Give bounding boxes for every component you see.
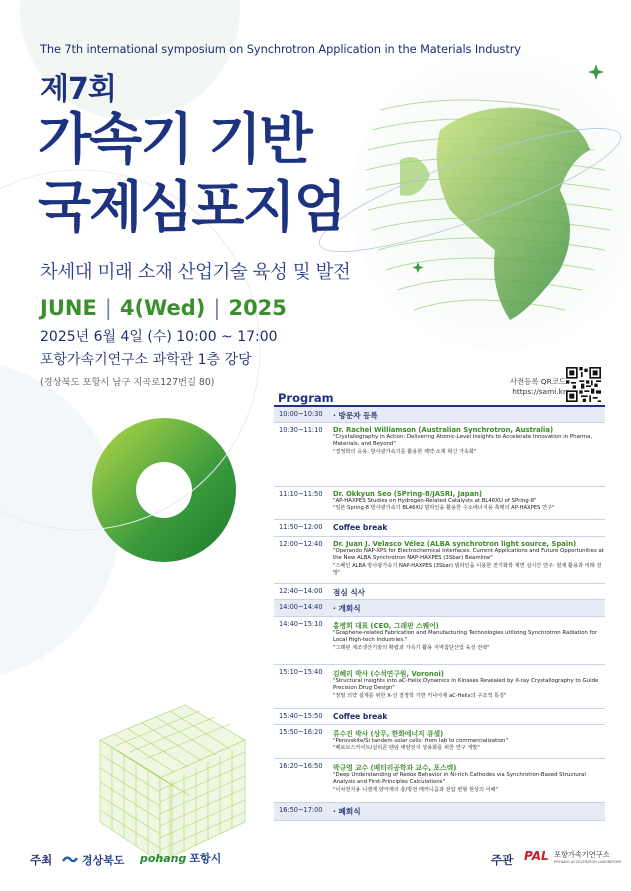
program-row [274, 759, 605, 803]
program-talk [329, 487, 605, 519]
tagline: 차세대 미래 소재 산업기술 육성 및 발전 [40, 262, 351, 283]
gyeongbuk-logo [62, 852, 124, 868]
program-row [274, 423, 605, 487]
program-item-title [329, 600, 605, 616]
symposium-english-title: The 7th international symposium on Synchrotron Application in the Materials Industry [40, 42, 521, 56]
pal-logo: PAL [524, 849, 549, 863]
talk-title-ko: "정밀 의약 설계를 위한 X-선 결정학 기반 키나아제 aC-Helix의 구조적 특징" [333, 692, 507, 699]
program-row [274, 709, 605, 725]
program-talk [329, 759, 605, 802]
program-time: 11:50~12:00 [279, 523, 323, 531]
host2-name: 포항시 [189, 852, 222, 865]
ring-graphic [92, 418, 236, 562]
session-title: 점심 식사 [333, 588, 365, 597]
program-talk [329, 423, 605, 486]
host1-name: 경상북도 [81, 854, 125, 867]
program-table [274, 405, 605, 821]
speaker-name: 박규영 교수 (배터리공학과 교수, 포스텍) [333, 764, 457, 772]
program-row [274, 665, 605, 709]
program-time: 10:30~11:10 [279, 426, 323, 434]
gyeongbuk-emblem-icon [62, 855, 78, 865]
organizer-name: 포항가속기연구소 [554, 850, 610, 859]
program-time: 12:40~14:00 [279, 587, 323, 595]
talk-title-en: "AP-HAXPES Studies on Hydrogen-Related Catalysts at BL46XU of SPring-8" [333, 498, 537, 504]
program-time: 14:40~15:10 [279, 620, 323, 628]
session-title: Coffee break [333, 712, 388, 721]
talk-title-ko: "이차전지용 니켈계 양극재의 충/방전 메커니즘과 전압 변형 현상의 이해" [333, 786, 499, 793]
talk-title-en: "Structural Insights into aC-Helix Dynamics in Kinases Revealed by X-ray Crystallography to Guide Precision Drug Design" [333, 678, 599, 692]
program-row [274, 487, 605, 520]
program-row [274, 600, 605, 617]
program-time: 14:00~14:40 [279, 603, 323, 611]
program-time: 10:00~10:30 [279, 410, 323, 418]
cube-graphic [100, 705, 245, 862]
program-item-title [329, 407, 605, 422]
program-talk [329, 617, 605, 664]
talk-title-ko: "그래핀 제조생산기술의 확립과 가속기 활용 지역첨단산업 육성 전략" [333, 644, 490, 651]
speaker-name: Dr. Okkyun Seo (SPring-8/JASRI, Japan) [333, 490, 483, 498]
sparkle-icon [588, 64, 604, 80]
speaker-name: Dr. Rachel Williamson (Australian Synchrotron, Australia) [333, 426, 554, 434]
program-row [274, 520, 605, 537]
program-row [274, 405, 605, 423]
talk-title-ko: "스페인 ALBA 방사광가속기 NAP-HAXPES (3Sbar) 빔라인을 이용한 전기화학 계면 실시간 연구: 현재 활용과 미래 전망" [333, 562, 602, 576]
registration-label: 사전등록 QR코드 [509, 377, 566, 386]
qr-code-icon[interactable] [566, 367, 601, 402]
edition-label: 제7회 [40, 72, 116, 107]
date-month: JUNE [40, 296, 97, 320]
event-address: (경상북도 포항시 남구 지곡로127번길 80) [40, 377, 215, 388]
organizer-english-name: POHANG ACCELERATOR LABORATORY [554, 860, 622, 864]
speaker-name: 홍병희 대표 (CEO, 그래핀 스퀘어) [333, 622, 439, 630]
pohang-logo [140, 850, 221, 866]
date-day: 4(Wed) [119, 296, 206, 320]
program-time: 12:00~12:40 [279, 540, 323, 548]
program-time: 16:20~16:50 [279, 762, 323, 770]
talk-title-en: "Operando NAP-XPS for Electrochemical Interfaces: Current Applications and Future Opportunities at the New ALBA Synchrotron NAP-HAXPES (3Sbar) Beamline" [333, 548, 604, 562]
program-time: 15:50~16:20 [279, 728, 323, 736]
program-row [274, 537, 605, 584]
event-date: JUNE | 4(Wed) | 2025 [40, 296, 287, 320]
program-row [274, 617, 605, 665]
program-item-title [329, 803, 605, 820]
program-row [274, 584, 605, 600]
speaker-name: 류수진 박사 (상무, 한화에너지 큐셀) [333, 730, 444, 738]
session-title: · 폐회식 [333, 807, 361, 816]
event-time: 2025년 6월 4일 (수) 10:00 ~ 17:00 [40, 329, 278, 345]
organizer-label: 주관 [491, 853, 514, 867]
program-talk [329, 725, 605, 758]
program-time: 15:40~15:50 [279, 712, 323, 720]
session-title: · 개회식 [333, 604, 361, 613]
talk-title-en: "Graphene-related Fabrication and Manufacturing Technologies utilizing Synchrotron Radiation for Local High-tech Industries." [333, 630, 598, 644]
program-talk [329, 537, 605, 583]
speaker-name: Dr. Juan J. Velasco Vélez (ALBA synchrotron light source, Spain) [333, 540, 577, 548]
program-item-title [329, 709, 605, 724]
session-title: Coffee break [333, 523, 388, 532]
registration-url[interactable]: https://sami.kr [512, 387, 566, 397]
program-talk [329, 665, 605, 708]
talk-title-ko: "결정학의 응용: 방사광가속기를 활용한 제약·소재 혁신 가속화" [333, 448, 477, 455]
globe-graphic [309, 50, 631, 350]
program-title: Program [278, 391, 334, 405]
program-time: 15:10~15:40 [279, 668, 323, 676]
talk-title-en: "Deep Understanding of Redox Behavior in Ni-rich Cathodes via Synchrotron-Based Structural Analysis and First-Principles Calculations" [333, 772, 586, 786]
speaker-name: 김혜리 박사 (수석연구원, Voronoi) [333, 670, 444, 678]
program-item-title [329, 520, 605, 536]
event-venue: 포항가속기연구소 과학관 1층 강당 [40, 352, 252, 368]
talk-title-ko: "일본 Spring-8 방사광가속기 BL46XU 빔라인을 활용한 수소에너지용 촉매의 AP-HAXPES 연구" [333, 505, 555, 512]
session-title: · 방문자 등록 [333, 411, 378, 420]
talk-title-en: "Crystallography in Action: Delivering Atomic-Level Insights to Accelerate Innovation in Pharma, Materials, and Beyond" [333, 434, 593, 448]
talk-title-ko: "페로브스카이트/실리콘 탠덤 태양전지 상용화를 위한 연구 개발" [333, 745, 480, 752]
main-title-line2: 국제심포지엄 [38, 175, 345, 239]
host-label: 주최 [30, 853, 53, 867]
program-time: 11:10~11:50 [279, 490, 323, 498]
program-row [274, 803, 605, 821]
pohang-wordmark: pohang [140, 852, 187, 865]
program-time: 16:50~17:00 [279, 806, 323, 814]
talk-title-en: "Perovskite/Si tandem solar cells: from lab to commercialization" [333, 738, 508, 744]
date-year: 2025 [228, 296, 287, 320]
program-item-title [329, 584, 605, 599]
main-title-line1: 가속기 기반 [38, 107, 311, 171]
registration-info [478, 377, 566, 398]
program-row [274, 725, 605, 759]
